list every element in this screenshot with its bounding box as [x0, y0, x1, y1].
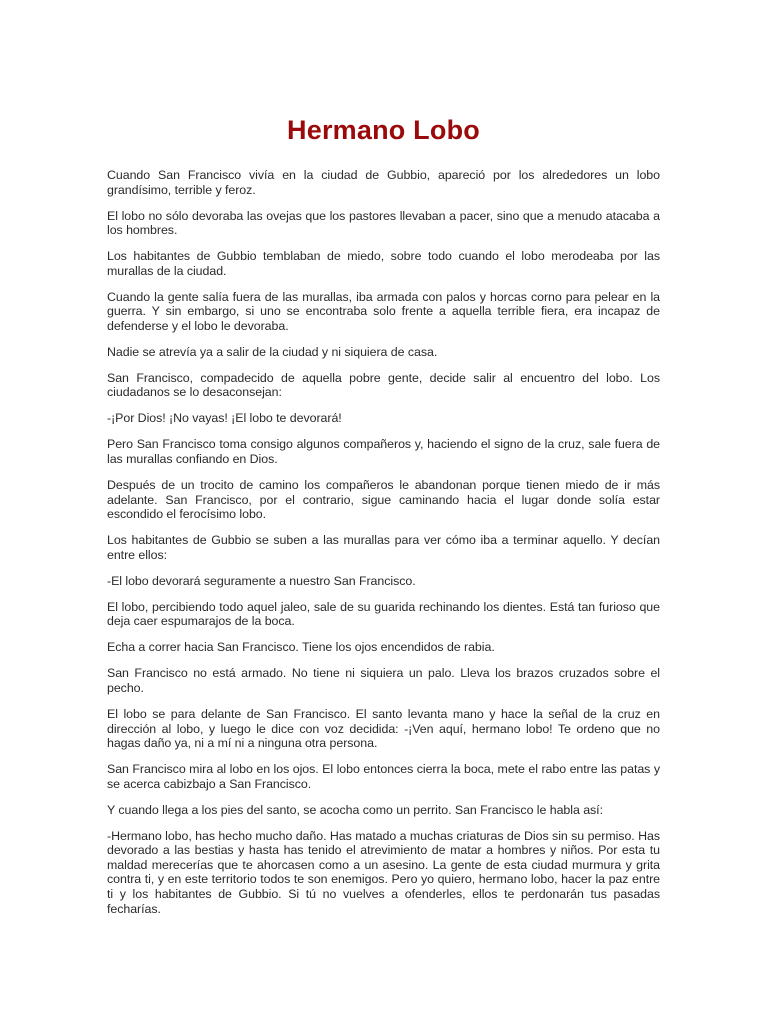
paragraph: El lobo no sólo devoraba las ovejas que los pastores llevaban a pacer, sino que a menudo atacaba a los hombres. [107, 208, 660, 238]
paragraph: Cuando la gente salía fuera de las murallas, iba armada con palos y horcas corno para pelear en la guerra. Y sin embargo, si uno se encontraba solo frente a aquella terrible fiera, era incapaz de defenderse y el lobo le devoraba. [107, 289, 660, 333]
paragraph: San Francisco no está armado. No tiene ni siquiera un palo. Lleva los brazos cruzados sobre el pecho. [107, 666, 660, 695]
paragraph: San Francisco mira al lobo en los ojos. El lobo entonces cierra la boca, mete el rabo entre las patas y se acerca cabizbajo a San Francisco. [107, 762, 660, 791]
paragraph: -¡Por Dios! ¡No vayas! ¡El lobo te devorará! [107, 411, 342, 426]
paragraph: Los habitantes de Gubbio temblaban de miedo, sobre todo cuando el lobo merodeaba por las murallas de la ciudad. [107, 249, 660, 278]
paragraph: Pero San Francisco toma consigo algunos compañeros y, haciendo el signo de la cruz, sale fuera de las murallas confiando en Dios. [107, 437, 660, 467]
document-page [107, 112, 660, 928]
document-body [107, 168, 660, 916]
paragraph: Después de un trocito de camino los compañeros le abandonan porque tienen miedo de ir más adelante. San Francisco, por el contrario, sigue caminando hacia el lugar donde solía estar escondido el ferocísimo lobo. [107, 478, 660, 522]
document-title: Hermano Lobo [287, 115, 480, 145]
paragraph: Echa a correr hacia San Francisco. Tiene los ojos encendidos de rabia. [107, 640, 495, 655]
paragraph: Y cuando llega a los pies del santo, se acocha como un perrito. San Francisco le habla así: [107, 802, 603, 817]
paragraph: -El lobo devorará seguramente a nuestro San Francisco. [107, 573, 416, 588]
paragraph: Nadie se atrevía ya a salir de la ciudad y ni siquiera de casa. [107, 344, 438, 359]
paragraph: Los habitantes de Gubbio se suben a las murallas para ver cómo iba a terminar aquello. Y decían entre ellos: [107, 533, 660, 562]
paragraph: El lobo, percibiendo todo aquel jaleo, sale de su guarida rechinando los dientes. Está tan furioso que deja caer espumarajos de la boca. [107, 599, 660, 629]
paragraph: San Francisco, compadecido de aquella pobre gente, decide salir al encuentro del lobo. Los ciudadanos se lo desaconsejan: [107, 370, 660, 400]
paragraph: El lobo se para delante de San Francisco. El santo levanta mano y hace la señal de la cruz en dirección al lobo, y luego le dice con voz decidida: -¡Ven aquí, hermano lobo! Te ordeno que no hagas daño ya, ni a mí ni a ninguna otra persona. [107, 706, 660, 751]
paragraph: Cuando San Francisco vivía en la ciudad de Gubbio, apareció por los alrededores un lobo grandísimo, terrible y feroz. [107, 168, 660, 197]
paragraph: -Hermano lobo, has hecho mucho daño. Has matado a muchas criaturas de Dios sin su permiso. Has devorado a las bestias y hasta has tenido el atrevimiento de matar a hombres y niños. Por esta tu maldad merecerías que te ahorcasen como a un asesino. La gente de esta ciudad murmura y grita contra ti, y en este territorio todos te son enemigos. Pero yo quiero, hermano lobo, hacer la paz entre ti y los habitantes de Gubbio. Si tú no vuelves a ofenderles, ellos te perdonarán tus pasadas fecharías. [107, 828, 660, 916]
